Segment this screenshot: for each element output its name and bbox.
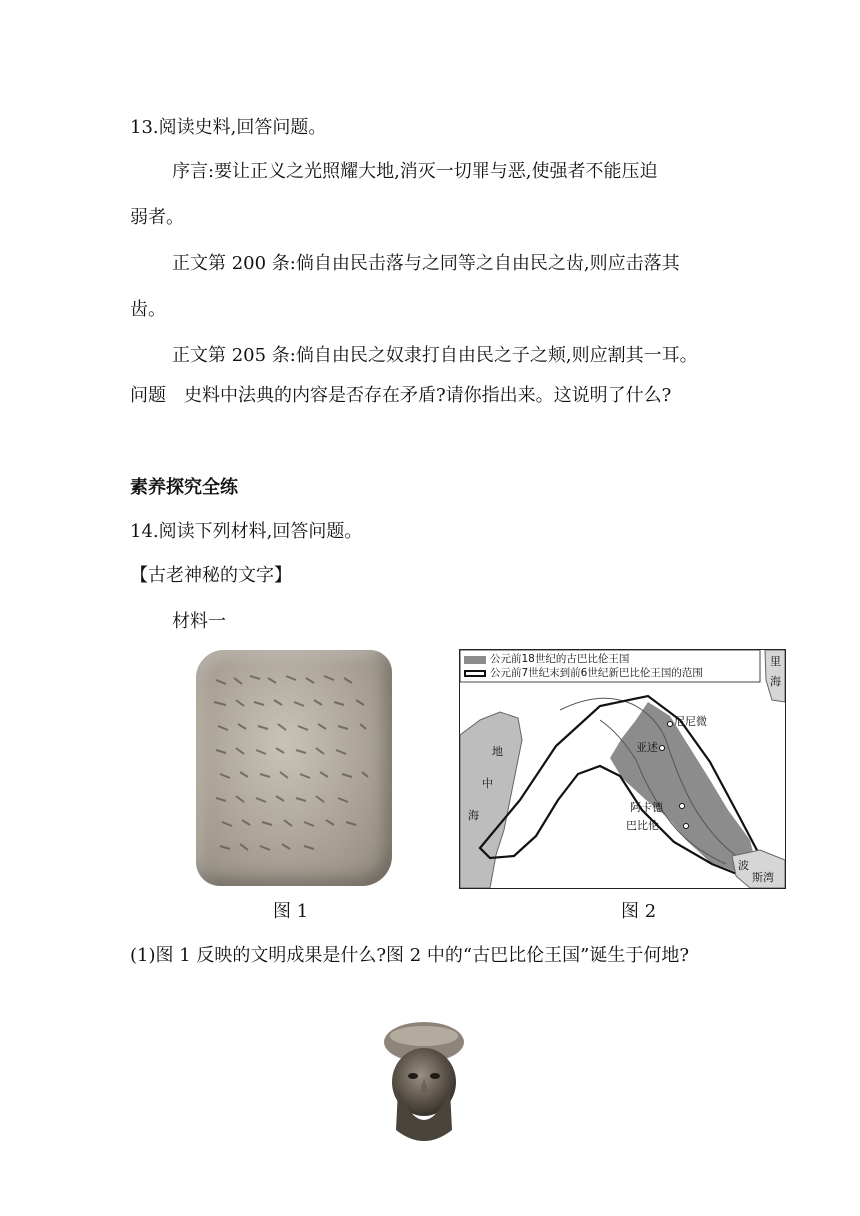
q13-preface-line2: 弱者。	[130, 207, 184, 228]
legend-neo-babylon-label: 公元前7世纪末到前6世纪新巴比伦王国的范围	[490, 667, 703, 679]
label-mediterranean-2: 中	[482, 777, 493, 790]
legend-fill-swatch	[464, 656, 486, 664]
label-mediterranean-1: 地	[492, 745, 503, 758]
label-nineveh: 尼尼微	[674, 715, 707, 728]
q13-preface-line1: 序言:要让正义之光照耀大地,消灭一切罪与恶,使强者不能压迫	[172, 161, 658, 182]
q13-article200-line2: 齿。	[130, 299, 166, 320]
q13-title: 13.阅读史料,回答问题。	[130, 117, 327, 138]
label-gulf-1: 波	[738, 859, 749, 872]
figure2-caption: 图 2	[621, 901, 657, 922]
legend-neo-babylon	[464, 667, 703, 680]
map-graphics	[460, 650, 785, 888]
section-title: 素养探究全练	[130, 477, 238, 498]
babylon-map	[459, 649, 786, 889]
label-caspian-1: 里	[770, 655, 781, 668]
label-caspian-2: 海	[770, 675, 781, 688]
label-babylon: 巴比伦	[626, 819, 659, 832]
cuneiform-tablet-image	[196, 650, 392, 886]
legend-line-swatch	[464, 670, 486, 677]
label-gulf-2: 斯湾	[752, 871, 774, 884]
q13-article205: 正文第 205 条:倘自由民之奴隶打自由民之子之颊,则应割其一耳。	[172, 345, 698, 366]
q14-material1: 材料一	[172, 611, 226, 632]
legend-old-babylon	[464, 653, 629, 666]
q14-question1: (1)图 1 反映的文明成果是什么?图 2 中的“古巴比伦王国”诞生于何地?	[130, 945, 689, 966]
hammurabi-bust-image	[378, 1020, 470, 1150]
bust-graphics	[378, 1020, 470, 1150]
q14-subtitle: 【古老神秘的文字】	[130, 565, 292, 586]
label-assur: 亚述	[636, 741, 658, 754]
cuneiform-marks	[196, 650, 392, 886]
figure1-caption: 图 1	[273, 901, 309, 922]
q13-question: 问题 史料中法典的内容是否存在矛盾?请你指出来。这说明了什么?	[130, 385, 672, 406]
label-akkad: 阿卡德	[630, 801, 663, 814]
label-mediterranean-3: 海	[468, 809, 479, 822]
legend-old-babylon-label: 公元前18世纪的古巴比伦王国	[490, 653, 630, 665]
q13-article200-line1: 正文第 200 条:倘自由民击落与之同等之自由民之齿,则应击落其	[172, 253, 680, 274]
q14-title: 14.阅读下列材料,回答问题。	[130, 521, 363, 542]
